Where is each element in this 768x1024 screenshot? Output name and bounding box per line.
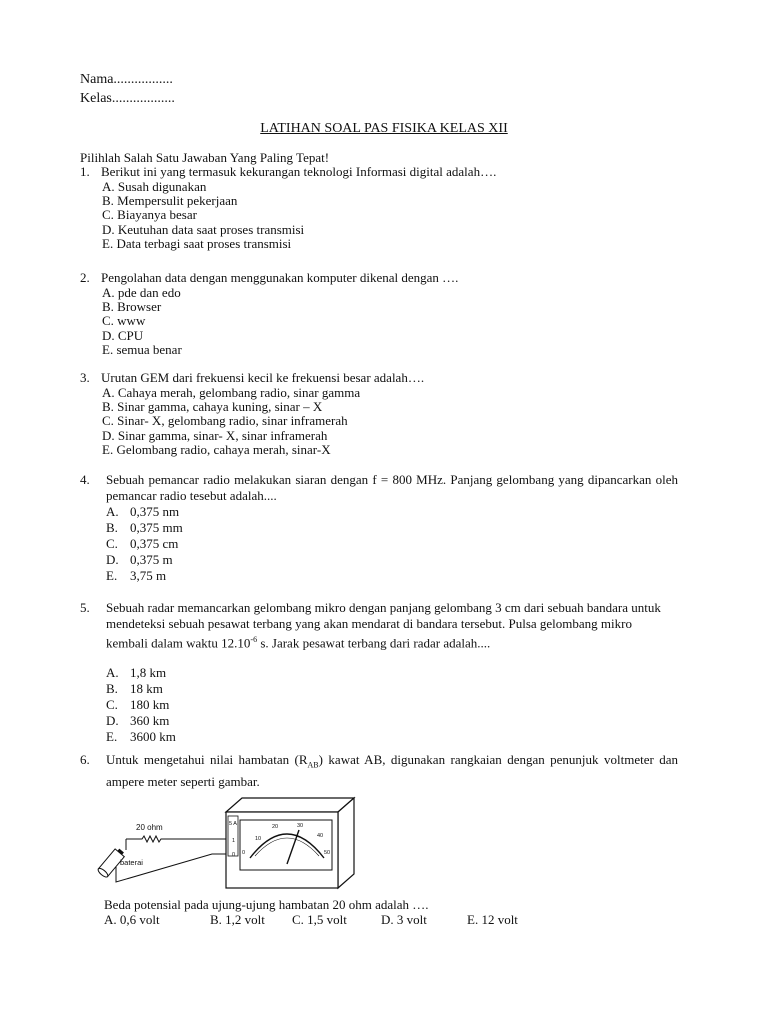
option-text: 0,375 m	[130, 552, 173, 567]
question-number: 6.	[80, 752, 90, 767]
option-letter: A.	[106, 504, 119, 519]
option-text: 1,8 km	[130, 665, 167, 680]
question-stem	[106, 600, 666, 651]
scale-label: 20	[272, 824, 279, 830]
option-letter: E.	[106, 568, 118, 583]
circuit-figure	[92, 792, 362, 892]
question-5	[80, 600, 680, 750]
question-stem	[106, 752, 678, 790]
option-text: 0,375 nm	[130, 504, 180, 519]
option-b[interactable]	[106, 520, 183, 536]
option-b[interactable]: B. Sinar gamma, cahaya kuning, sinar – X	[102, 399, 323, 415]
question-6	[80, 752, 680, 788]
stem-text: s. Jarak pesawat terbang dari radar adalah....	[257, 635, 491, 651]
question-6-followup: Beda potensial pada ujung-ujung hambatan 20 ohm adalah ….	[104, 897, 429, 912]
option-letter: C.	[106, 697, 118, 712]
scale-label: 40	[317, 833, 324, 839]
option-a[interactable]: A. pde dan edo	[102, 285, 181, 300]
stem-exponent: -6	[250, 635, 258, 644]
option-b[interactable]: B. Browser	[102, 299, 162, 315]
option-c[interactable]: C. www	[102, 313, 146, 329]
option-b[interactable]: B. 1,2 volt	[210, 912, 265, 927]
class-field: Kelas..................	[80, 91, 175, 106]
question-1	[80, 165, 680, 255]
page-title: LATIHAN SOAL PAS FISIKA KELAS XII	[260, 121, 508, 136]
option-a[interactable]	[106, 665, 176, 681]
option-text: 3,75 m	[130, 568, 167, 583]
option-text: 360 km	[130, 713, 170, 728]
option-text: 0,375 cm	[130, 536, 179, 551]
stem-text: ) kawat AB, digunakan rangkaian dengan penunjuk voltmeter dan ampere meter seperti gambar.	[106, 752, 678, 789]
option-text: 18 km	[130, 681, 163, 696]
question-number: 1.	[80, 164, 90, 179]
resistor-icon	[126, 836, 226, 842]
options-list	[102, 180, 304, 251]
stem-subscript: AB	[307, 760, 319, 770]
option-e[interactable]	[106, 568, 183, 584]
scale-label: 0	[242, 850, 246, 856]
name-field: Nama.................	[80, 72, 173, 87]
options-list	[106, 504, 183, 584]
option-letter: D.	[106, 713, 119, 728]
option-a[interactable]: A. 0,6 volt	[104, 912, 160, 927]
meter-box-side	[338, 798, 354, 888]
stem-text: Untuk mengetahui nilai hambatan (R	[106, 752, 308, 767]
scale-label: 50	[324, 850, 331, 856]
option-c[interactable]: C. Sinar- X, gelombang radio, sinar inframerah	[102, 413, 348, 429]
option-d[interactable]: D. Sinar gamma, sinar- X, sinar inframerah	[102, 427, 328, 443]
question-2	[80, 271, 680, 361]
question-number: 5.	[80, 600, 90, 615]
option-c[interactable]: C. Biayanya besar	[102, 207, 197, 223]
question-number: 4.	[80, 472, 90, 487]
option-letter: C.	[106, 536, 118, 551]
resistor-label: 20 ohm	[136, 823, 163, 832]
option-text: 3600 km	[130, 729, 176, 744]
option-e[interactable]: E. Gelombang radio, cahaya merah, sinar-X	[102, 441, 331, 457]
option-letter: E.	[106, 729, 118, 744]
option-c[interactable]: C. 1,5 volt	[292, 912, 347, 927]
option-text: 180 km	[130, 697, 170, 712]
stem-text: Sebuah radar memancarkan gelombang mikro dengan panjang gelombang 3 cm dari sebuah bandara untuk mendeteksi sebuah pesawat terbang yang akan mendarat di bandara tersebut. Pulsa gelombang mikro kembali dalam waktu 12.10	[106, 600, 661, 651]
option-c[interactable]	[106, 697, 176, 713]
terminal-label: 5 A	[229, 821, 237, 827]
options-list	[102, 286, 182, 357]
option-a[interactable]	[106, 504, 183, 520]
option-d[interactable]	[106, 713, 176, 729]
scale-label: 10	[255, 836, 262, 842]
question-stem: Berikut ini yang termasuk kekurangan teknologi Informasi digital adalah….	[101, 164, 497, 179]
instruction: Pilihlah Salah Satu Jawaban Yang Paling Tepat!	[80, 150, 330, 165]
option-text: 0,375 mm	[130, 520, 183, 535]
question-number: 2.	[80, 270, 90, 285]
option-letter: D.	[106, 552, 119, 567]
question-stem: Pengolahan data dengan menggunakan komputer dikenal dengan ….	[101, 270, 459, 285]
option-d[interactable]: D. CPU	[102, 327, 144, 343]
option-letter: A.	[106, 665, 119, 680]
option-letter: B.	[106, 681, 118, 696]
option-d[interactable]: D. 3 volt	[381, 912, 427, 927]
option-letter: B.	[106, 520, 118, 535]
question-4	[80, 472, 680, 587]
meter-face	[240, 820, 332, 870]
question-stem: Sebuah pemancar radio melakukan siaran dengan f = 800 MHz. Panjang gelombang yang dipancarkan oleh pemancar radio tesebut adalah....	[106, 472, 678, 503]
scale-label: 30	[297, 823, 304, 829]
terminal-label: 0	[232, 852, 236, 858]
option-b[interactable]	[106, 681, 176, 697]
terminal-label: 1	[232, 838, 236, 844]
options-list	[102, 386, 360, 457]
option-b[interactable]: B. Mempersulit pekerjaan	[102, 193, 238, 209]
option-e[interactable]: E. Data terbagi saat proses transmisi	[102, 235, 292, 251]
option-d[interactable]	[106, 552, 183, 568]
options-list	[106, 665, 176, 745]
question-3	[80, 371, 680, 461]
option-e[interactable]: E. semua benar	[102, 341, 182, 357]
option-e[interactable]: E. 12 volt	[467, 912, 518, 927]
option-c[interactable]	[106, 536, 183, 552]
option-a[interactable]: A. Cahaya merah, gelombang radio, sinar gamma	[102, 385, 361, 400]
battery-label: baterai	[120, 858, 143, 867]
question-number: 3.	[80, 370, 90, 385]
question-stem: Urutan GEM dari frekuensi kecil ke frekuensi besar adalah….	[101, 370, 425, 385]
option-e[interactable]	[106, 729, 176, 745]
option-a[interactable]: A. Susah digunakan	[102, 179, 207, 194]
option-d[interactable]: D. Keutuhan data saat proses transmisi	[102, 221, 305, 237]
meter-box-top	[226, 798, 354, 812]
